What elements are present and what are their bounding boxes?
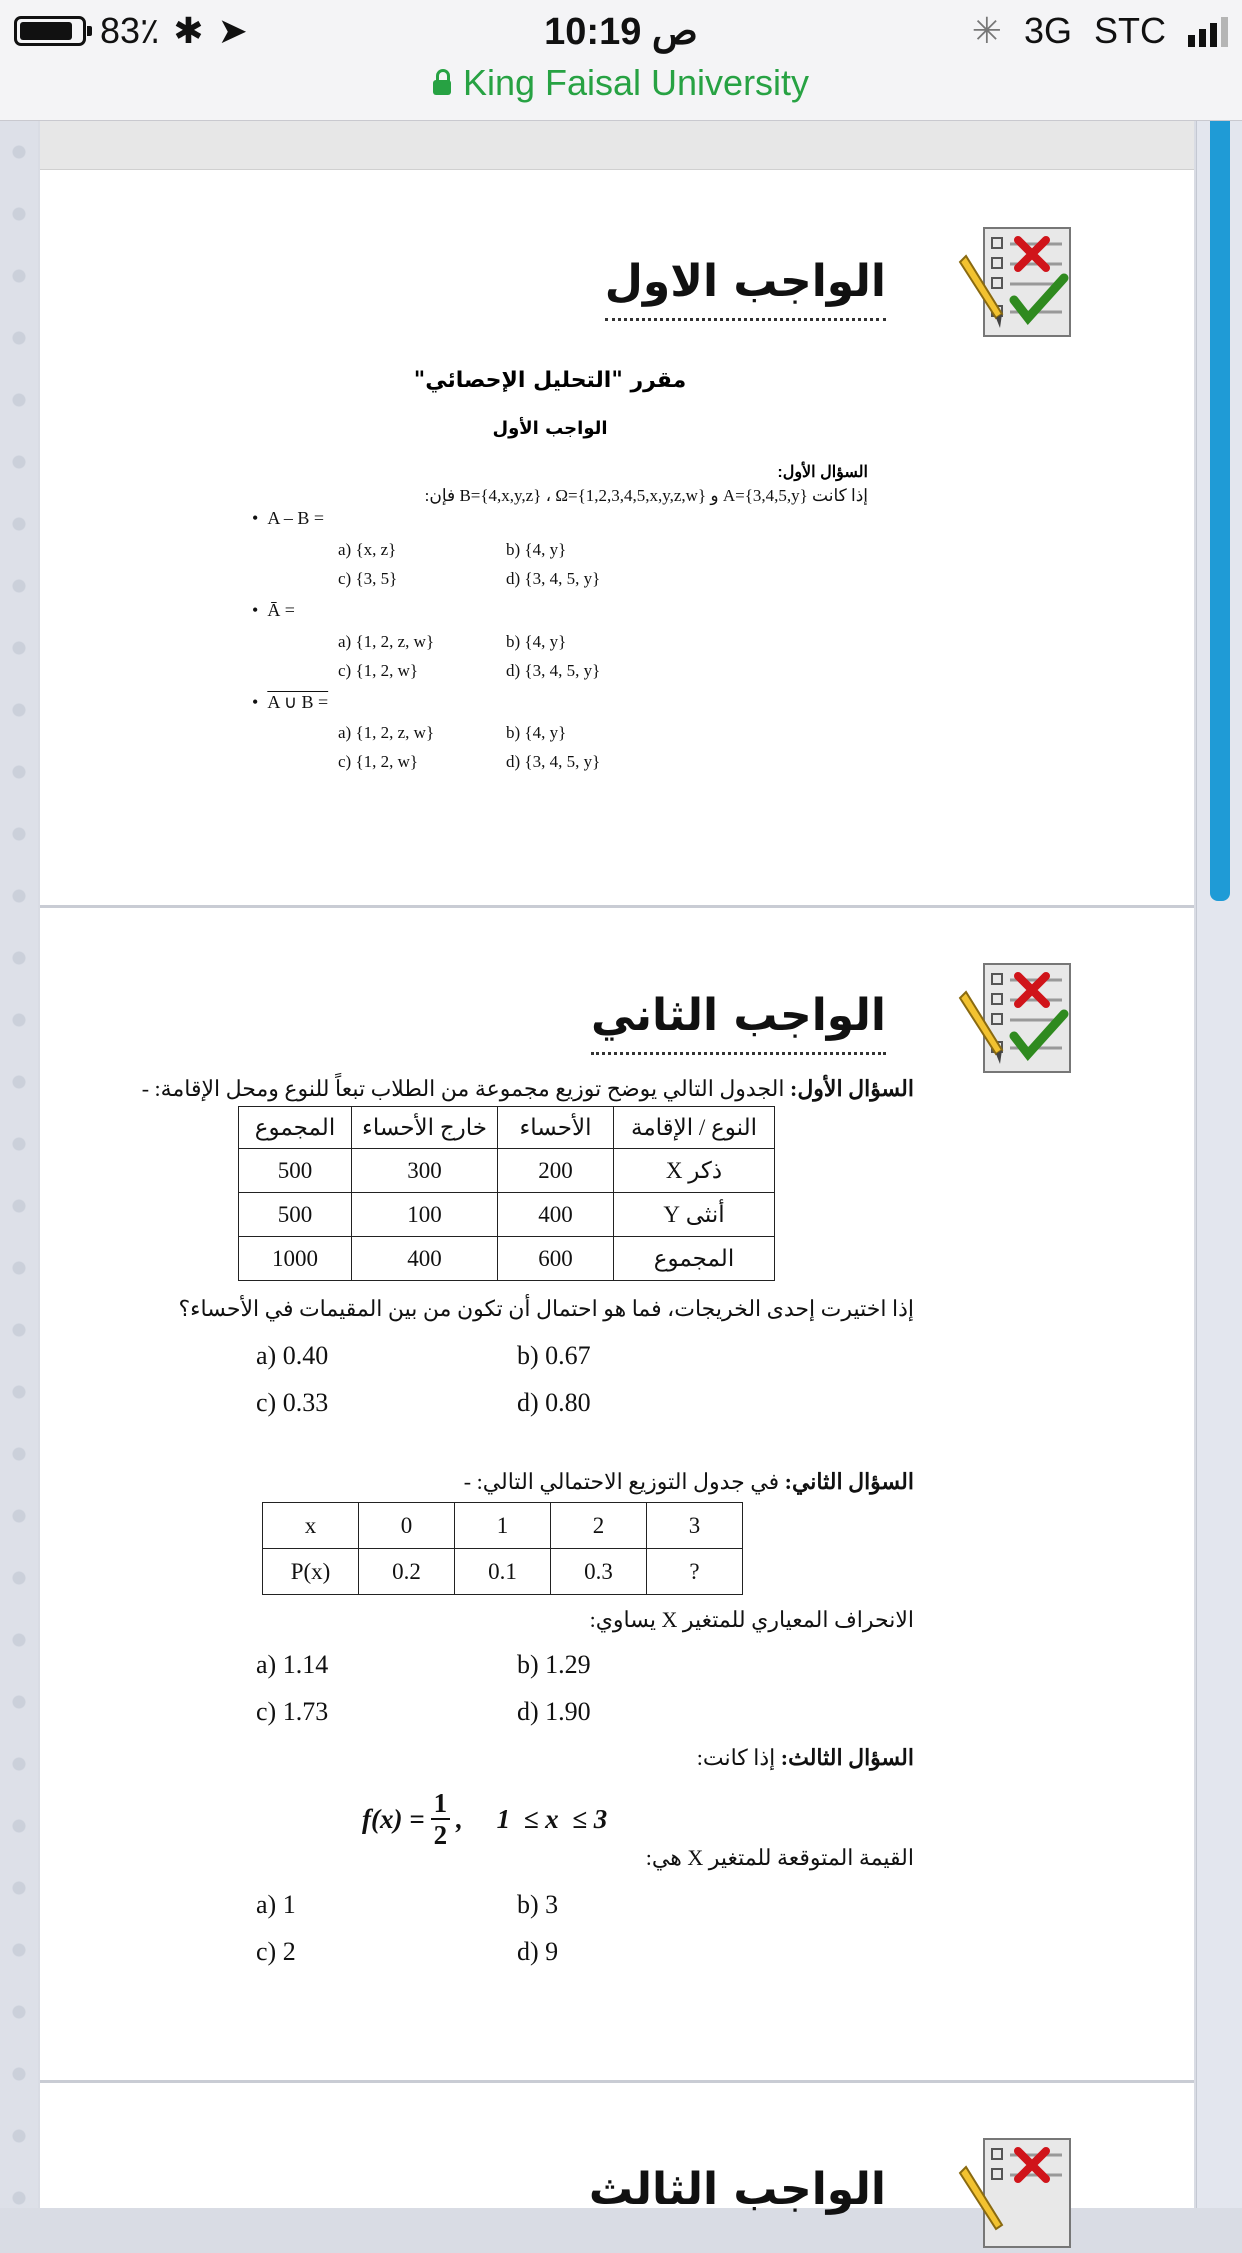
table-cell: أنثى Y xyxy=(614,1193,775,1237)
lock-icon xyxy=(433,80,451,95)
checklist-icon xyxy=(956,958,1076,1078)
hw1-item-1 xyxy=(252,508,324,529)
bluetooth-icon: ✱ xyxy=(173,10,204,51)
checklist-icon xyxy=(956,222,1076,342)
table-cell: 0.1 xyxy=(455,1549,551,1595)
table-cell: 500 xyxy=(239,1149,352,1193)
option-c: c) 2 xyxy=(256,1937,296,1966)
formula-lhs: f(x) = xyxy=(362,1803,425,1834)
gender-residence-table xyxy=(238,1106,775,1281)
table-row xyxy=(239,1149,775,1193)
table-cell: 500 xyxy=(239,1193,352,1237)
homework-2-heading: الواجب الثاني xyxy=(591,986,886,1055)
location-arrow-icon: ➤ xyxy=(217,10,248,51)
option-d: d) 1.90 xyxy=(517,1697,591,1726)
table-cell: 600 xyxy=(498,1237,614,1281)
option-a: a) {x, z} xyxy=(338,540,397,559)
option-c: c) {1, 2, w} xyxy=(338,752,419,771)
scrollbar[interactable] xyxy=(1210,121,1230,901)
option-d: d) {3, 4, 5, y} xyxy=(506,569,601,588)
bullet: • xyxy=(252,508,268,528)
question-label: السؤال الثالث: xyxy=(780,1745,914,1770)
hw2-q1-question: إذا اختيرت إحدى الخريجات، فما هو احتمال أن تكون من بين المقيمات في الأحساء؟ xyxy=(178,1296,914,1321)
network-type: 3G xyxy=(1023,10,1072,51)
table-cell: 200 xyxy=(498,1149,614,1193)
table-cell: 3 xyxy=(647,1503,743,1549)
table-cell: 2 xyxy=(551,1503,647,1549)
option-a: a) {1, 2, z, w} xyxy=(338,723,435,742)
checklist-icon xyxy=(956,2133,1076,2253)
bullet: • xyxy=(252,600,268,620)
activity-spinner-icon: ✳ xyxy=(971,10,1002,51)
hw2-q2-text xyxy=(464,1469,914,1495)
hw1-question-text: إذا كانت A={3,4,5,y} و B={4,x,y,z} ، Ω={1,2,3,4,5,x,y,z,w} فإن: xyxy=(424,486,868,505)
table-row xyxy=(239,1107,775,1149)
table-cell: 0 xyxy=(359,1503,455,1549)
course-title: مقرر "التحليل الإحصائي" xyxy=(413,368,687,393)
item-label: A – B = xyxy=(267,508,324,528)
table-row xyxy=(263,1549,743,1595)
page-top-bar xyxy=(40,121,1194,170)
fraction-numerator: 1 xyxy=(431,1788,451,1820)
hw2-q3-text xyxy=(697,1745,914,1771)
hw2-q1-text xyxy=(142,1076,914,1102)
hw1-item-3 xyxy=(252,692,328,713)
hw1-question-label: السؤال الأول: xyxy=(777,464,868,481)
homework-1-heading: الواجب الاول xyxy=(605,252,886,321)
status-right xyxy=(972,6,1228,56)
status-time: 10:19 ص xyxy=(544,10,698,53)
option-b: b) {4, y} xyxy=(506,632,567,651)
option-b: b) {4, y} xyxy=(506,723,567,742)
hw2-q2-question: الانحراف المعياري للمتغير X يساوي: xyxy=(589,1607,914,1632)
table-row xyxy=(239,1193,775,1237)
table-header-cell: المجموع xyxy=(239,1107,352,1149)
table-header-cell: النوع / الإقامة xyxy=(614,1107,775,1149)
table-cell: 1000 xyxy=(239,1237,352,1281)
option-a: a) 0.40 xyxy=(256,1341,329,1370)
status-bar xyxy=(0,0,1242,121)
option-c: c) 0.33 xyxy=(256,1388,329,1417)
option-d: d) {3, 4, 5, y} xyxy=(506,752,601,771)
battery-percent: 83٪ xyxy=(100,10,160,51)
table-cell: 0.3 xyxy=(551,1549,647,1595)
question-text: الجدول التالي يوضح توزيع مجموعة من الطلاب تبعاً للنوع ومحل الإقامة: - xyxy=(141,1076,790,1101)
question-label: السؤال الثاني: xyxy=(784,1469,914,1494)
probability-table xyxy=(262,1502,743,1595)
option-c: c) {3, 5} xyxy=(338,569,398,588)
table-cell: P(x) xyxy=(263,1549,359,1595)
question-text: في جدول التوزيع الاحتمالي التالي: - xyxy=(463,1469,785,1494)
table-header-cell: خارج الأحساء xyxy=(352,1107,498,1149)
option-d: d) {3, 4, 5, y} xyxy=(506,661,601,680)
item-label: Ā = xyxy=(267,600,295,620)
formula-range: , 1 ≤ x ≤ 3 xyxy=(456,1803,608,1834)
option-a: a) 1 xyxy=(256,1890,296,1919)
option-a: a) {1, 2, z, w} xyxy=(338,632,435,651)
site-name: King Faisal University xyxy=(462,62,810,103)
signal-bars-icon xyxy=(1188,15,1228,47)
table-cell: 400 xyxy=(352,1237,498,1281)
option-c: c) 1.73 xyxy=(256,1697,329,1726)
hw2-q3-question: القيمة المتوقعة للمتغير X هي: xyxy=(645,1845,914,1870)
option-b: b) {4, y} xyxy=(506,540,567,559)
carrier-name: STC xyxy=(1094,10,1166,51)
table-cell: 1 xyxy=(455,1503,551,1549)
table-cell: ? xyxy=(647,1549,743,1595)
table-header-cell: الأحساء xyxy=(498,1107,614,1149)
fraction-denominator: 2 xyxy=(433,1820,448,1850)
table-cell: ذكر X xyxy=(614,1149,775,1193)
option-d: d) 9 xyxy=(517,1937,559,1966)
table-cell: المجموع xyxy=(614,1237,775,1281)
option-b: b) 0.67 xyxy=(517,1341,591,1370)
option-a: a) 1.14 xyxy=(256,1650,329,1679)
table-cell: 100 xyxy=(352,1193,498,1237)
table-row xyxy=(239,1237,775,1281)
table-cell: 300 xyxy=(352,1149,498,1193)
option-b: b) 1.29 xyxy=(517,1650,591,1679)
address-bar[interactable] xyxy=(0,58,1242,108)
pdf-formula xyxy=(362,1788,607,1850)
question-label: السؤال الأول: xyxy=(790,1076,914,1101)
table-row xyxy=(263,1503,743,1549)
option-d: d) 0.80 xyxy=(517,1388,591,1417)
option-c: c) {1, 2, w} xyxy=(338,661,419,680)
table-cell: 400 xyxy=(498,1193,614,1237)
homework-1-subtitle: الواجب الأول xyxy=(492,418,608,439)
table-cell: 0.2 xyxy=(359,1549,455,1595)
formula-fraction xyxy=(431,1788,451,1850)
table-cell: x xyxy=(263,1503,359,1549)
homework-3-heading: الواجب الثالث xyxy=(588,2164,886,2215)
option-b: b) 3 xyxy=(517,1890,559,1919)
item-label: A ∪ B = xyxy=(267,692,329,712)
question-text: إذا كانت: xyxy=(696,1745,781,1770)
hw1-item-2 xyxy=(252,600,295,621)
bullet: • xyxy=(252,692,268,712)
